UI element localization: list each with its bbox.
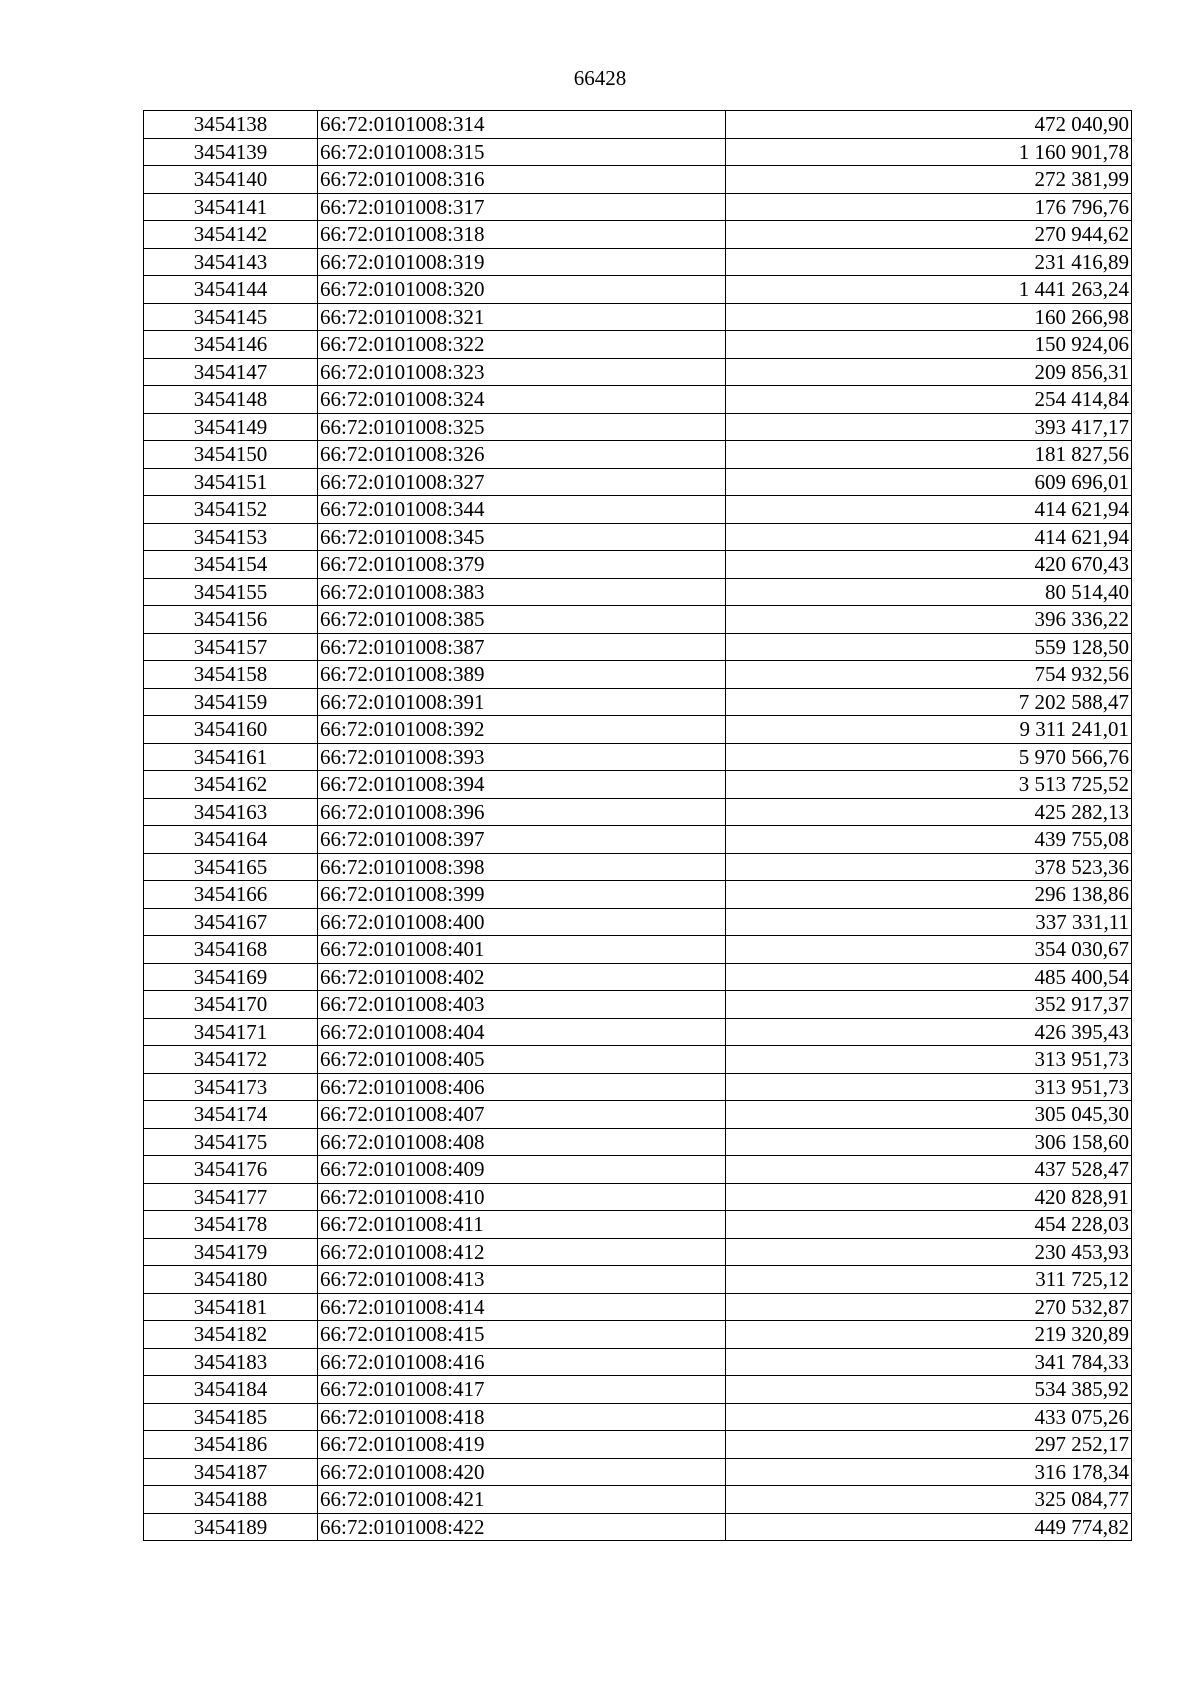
row-id-cell: 3454148: [144, 386, 318, 414]
value-cell: 352 917,37: [726, 991, 1132, 1019]
table-row: [144, 1156, 1132, 1184]
table-row: [144, 578, 1132, 606]
value-cell: 3 513 725,52: [726, 771, 1132, 799]
value-cell: 160 266,98: [726, 303, 1132, 331]
row-id-cell: 3454154: [144, 551, 318, 579]
cadastral-number-cell: 66:72:0101008:326: [318, 441, 726, 469]
table-row: [144, 991, 1132, 1019]
table-row: [144, 468, 1132, 496]
value-cell: 437 528,47: [726, 1156, 1132, 1184]
cadastral-number-cell: 66:72:0101008:320: [318, 276, 726, 304]
table-row: [144, 248, 1132, 276]
row-id-cell: 3454155: [144, 578, 318, 606]
cadastral-number-cell: 66:72:0101008:411: [318, 1211, 726, 1239]
row-id-cell: 3454175: [144, 1128, 318, 1156]
row-id-cell: 3454185: [144, 1403, 318, 1431]
value-cell: 181 827,56: [726, 441, 1132, 469]
table-row: [144, 1293, 1132, 1321]
table-row: [144, 413, 1132, 441]
value-cell: 609 696,01: [726, 468, 1132, 496]
table-row: [144, 798, 1132, 826]
row-id-cell: 3454177: [144, 1183, 318, 1211]
row-id-cell: 3454163: [144, 798, 318, 826]
table-row: [144, 358, 1132, 386]
row-id-cell: 3454186: [144, 1431, 318, 1459]
value-cell: 420 828,91: [726, 1183, 1132, 1211]
row-id-cell: 3454143: [144, 248, 318, 276]
value-cell: 305 045,30: [726, 1101, 1132, 1129]
table-row: [144, 1431, 1132, 1459]
value-cell: 254 414,84: [726, 386, 1132, 414]
value-cell: 454 228,03: [726, 1211, 1132, 1239]
table-row: [144, 1018, 1132, 1046]
table-row: [144, 1513, 1132, 1541]
row-id-cell: 3454152: [144, 496, 318, 524]
cadastral-number-cell: 66:72:0101008:418: [318, 1403, 726, 1431]
value-cell: 754 932,56: [726, 661, 1132, 689]
cadastral-number-cell: 66:72:0101008:394: [318, 771, 726, 799]
value-cell: 449 774,82: [726, 1513, 1132, 1541]
table-row: [144, 1486, 1132, 1514]
row-id-cell: 3454168: [144, 936, 318, 964]
value-cell: 414 621,94: [726, 496, 1132, 524]
cadastral-number-cell: 66:72:0101008:327: [318, 468, 726, 496]
table-row: [144, 1128, 1132, 1156]
table-row: [144, 496, 1132, 524]
table-row: [144, 111, 1132, 139]
row-id-cell: 3454187: [144, 1458, 318, 1486]
cadastral-number-cell: 66:72:0101008:389: [318, 661, 726, 689]
cadastral-number-cell: 66:72:0101008:410: [318, 1183, 726, 1211]
cadastral-number-cell: 66:72:0101008:396: [318, 798, 726, 826]
row-id-cell: 3454184: [144, 1376, 318, 1404]
row-id-cell: 3454178: [144, 1211, 318, 1239]
row-id-cell: 3454188: [144, 1486, 318, 1514]
value-cell: 297 252,17: [726, 1431, 1132, 1459]
value-cell: 414 621,94: [726, 523, 1132, 551]
table-row: [144, 1101, 1132, 1129]
row-id-cell: 3454171: [144, 1018, 318, 1046]
table-row: [144, 1321, 1132, 1349]
cadastral-number-cell: 66:72:0101008:393: [318, 743, 726, 771]
value-cell: 270 944,62: [726, 221, 1132, 249]
table-body: [144, 111, 1132, 1541]
row-id-cell: 3454140: [144, 166, 318, 194]
table-row: [144, 606, 1132, 634]
value-cell: 209 856,31: [726, 358, 1132, 386]
row-id-cell: 3454179: [144, 1238, 318, 1266]
table-row: [144, 633, 1132, 661]
table-row: [144, 1073, 1132, 1101]
table-row: [144, 826, 1132, 854]
row-id-cell: 3454166: [144, 881, 318, 909]
cadastral-number-cell: 66:72:0101008:383: [318, 578, 726, 606]
row-id-cell: 3454156: [144, 606, 318, 634]
cadastral-number-cell: 66:72:0101008:401: [318, 936, 726, 964]
table-row: [144, 1376, 1132, 1404]
table-row: [144, 1348, 1132, 1376]
row-id-cell: 3454167: [144, 908, 318, 936]
value-cell: 425 282,13: [726, 798, 1132, 826]
value-cell: 393 417,17: [726, 413, 1132, 441]
row-id-cell: 3454181: [144, 1293, 318, 1321]
table-row: [144, 303, 1132, 331]
cadastral-value-table: [143, 110, 1132, 1541]
row-id-cell: 3454176: [144, 1156, 318, 1184]
value-cell: 534 385,92: [726, 1376, 1132, 1404]
row-id-cell: 3454142: [144, 221, 318, 249]
value-cell: 559 128,50: [726, 633, 1132, 661]
cadastral-number-cell: 66:72:0101008:422: [318, 1513, 726, 1541]
cadastral-number-cell: 66:72:0101008:414: [318, 1293, 726, 1321]
table-row: [144, 881, 1132, 909]
row-id-cell: 3454153: [144, 523, 318, 551]
row-id-cell: 3454139: [144, 138, 318, 166]
row-id-cell: 3454170: [144, 991, 318, 1019]
value-cell: 1 441 263,24: [726, 276, 1132, 304]
value-cell: 270 532,87: [726, 1293, 1132, 1321]
value-cell: 230 453,93: [726, 1238, 1132, 1266]
row-id-cell: 3454174: [144, 1101, 318, 1129]
table-row: [144, 716, 1132, 744]
row-id-cell: 3454189: [144, 1513, 318, 1541]
cadastral-number-cell: 66:72:0101008:419: [318, 1431, 726, 1459]
value-cell: 150 924,06: [726, 331, 1132, 359]
cadastral-number-cell: 66:72:0101008:391: [318, 688, 726, 716]
row-id-cell: 3454182: [144, 1321, 318, 1349]
row-id-cell: 3454180: [144, 1266, 318, 1294]
cadastral-number-cell: 66:72:0101008:315: [318, 138, 726, 166]
cadastral-number-cell: 66:72:0101008:406: [318, 1073, 726, 1101]
row-id-cell: 3454147: [144, 358, 318, 386]
row-id-cell: 3454169: [144, 963, 318, 991]
table-row: [144, 1458, 1132, 1486]
cadastral-number-cell: 66:72:0101008:387: [318, 633, 726, 661]
table-row: [144, 936, 1132, 964]
cadastral-number-cell: 66:72:0101008:403: [318, 991, 726, 1019]
row-id-cell: 3454183: [144, 1348, 318, 1376]
cadastral-number-cell: 66:72:0101008:314: [318, 111, 726, 139]
value-cell: 5 970 566,76: [726, 743, 1132, 771]
table-row: [144, 1183, 1132, 1211]
value-cell: 472 040,90: [726, 111, 1132, 139]
row-id-cell: 3454162: [144, 771, 318, 799]
cadastral-number-cell: 66:72:0101008:415: [318, 1321, 726, 1349]
cadastral-number-cell: 66:72:0101008:317: [318, 193, 726, 221]
cadastral-number-cell: 66:72:0101008:344: [318, 496, 726, 524]
value-cell: 378 523,36: [726, 853, 1132, 881]
row-id-cell: 3454138: [144, 111, 318, 139]
row-id-cell: 3454173: [144, 1073, 318, 1101]
table-row: [144, 1403, 1132, 1431]
value-cell: 311 725,12: [726, 1266, 1132, 1294]
row-id-cell: 3454150: [144, 441, 318, 469]
value-cell: 354 030,67: [726, 936, 1132, 964]
table-row: [144, 523, 1132, 551]
value-cell: 341 784,33: [726, 1348, 1132, 1376]
row-id-cell: 3454159: [144, 688, 318, 716]
row-id-cell: 3454146: [144, 331, 318, 359]
table-row: [144, 963, 1132, 991]
value-cell: 1 160 901,78: [726, 138, 1132, 166]
cadastral-number-cell: 66:72:0101008:345: [318, 523, 726, 551]
cadastral-number-cell: 66:72:0101008:399: [318, 881, 726, 909]
table-row: [144, 771, 1132, 799]
page-number: 66428: [573, 66, 627, 90]
cadastral-number-cell: 66:72:0101008:404: [318, 1018, 726, 1046]
row-id-cell: 3454157: [144, 633, 318, 661]
row-id-cell: 3454165: [144, 853, 318, 881]
row-id-cell: 3454141: [144, 193, 318, 221]
value-cell: 396 336,22: [726, 606, 1132, 634]
cadastral-number-cell: 66:72:0101008:405: [318, 1046, 726, 1074]
row-id-cell: 3454172: [144, 1046, 318, 1074]
value-cell: 433 075,26: [726, 1403, 1132, 1431]
cadastral-number-cell: 66:72:0101008:408: [318, 1128, 726, 1156]
cadastral-number-cell: 66:72:0101008:416: [318, 1348, 726, 1376]
table-row: [144, 1238, 1132, 1266]
row-id-cell: 3454145: [144, 303, 318, 331]
value-cell: 420 670,43: [726, 551, 1132, 579]
table-row: [144, 688, 1132, 716]
table-row: [144, 386, 1132, 414]
cadastral-number-cell: 66:72:0101008:385: [318, 606, 726, 634]
row-id-cell: 3454164: [144, 826, 318, 854]
table-row: [144, 441, 1132, 469]
value-cell: 426 395,43: [726, 1018, 1132, 1046]
cadastral-number-cell: 66:72:0101008:392: [318, 716, 726, 744]
value-cell: 80 514,40: [726, 578, 1132, 606]
row-id-cell: 3454161: [144, 743, 318, 771]
value-cell: 439 755,08: [726, 826, 1132, 854]
cadastral-number-cell: 66:72:0101008:420: [318, 1458, 726, 1486]
value-cell: 306 158,60: [726, 1128, 1132, 1156]
value-cell: 337 331,11: [726, 908, 1132, 936]
cadastral-number-cell: 66:72:0101008:379: [318, 551, 726, 579]
cadastral-number-cell: 66:72:0101008:398: [318, 853, 726, 881]
table-row: [144, 138, 1132, 166]
cadastral-number-cell: 66:72:0101008:325: [318, 413, 726, 441]
table-row: [144, 661, 1132, 689]
row-id-cell: 3454160: [144, 716, 318, 744]
table-row: [144, 1046, 1132, 1074]
value-cell: 9 311 241,01: [726, 716, 1132, 744]
table-row: [144, 193, 1132, 221]
value-cell: 313 951,73: [726, 1046, 1132, 1074]
value-cell: 176 796,76: [726, 193, 1132, 221]
value-cell: 231 416,89: [726, 248, 1132, 276]
table-row: [144, 276, 1132, 304]
table-row: [144, 743, 1132, 771]
table-row: [144, 221, 1132, 249]
cadastral-number-cell: 66:72:0101008:407: [318, 1101, 726, 1129]
cadastral-number-cell: 66:72:0101008:321: [318, 303, 726, 331]
row-id-cell: 3454158: [144, 661, 318, 689]
value-cell: 316 178,34: [726, 1458, 1132, 1486]
cadastral-number-cell: 66:72:0101008:323: [318, 358, 726, 386]
row-id-cell: 3454149: [144, 413, 318, 441]
table-row: [144, 551, 1132, 579]
cadastral-number-cell: 66:72:0101008:316: [318, 166, 726, 194]
cadastral-number-cell: 66:72:0101008:402: [318, 963, 726, 991]
value-cell: 219 320,89: [726, 1321, 1132, 1349]
table-row: [144, 1266, 1132, 1294]
table-row: [144, 853, 1132, 881]
cadastral-number-cell: 66:72:0101008:417: [318, 1376, 726, 1404]
cadastral-number-cell: 66:72:0101008:318: [318, 221, 726, 249]
value-cell: 485 400,54: [726, 963, 1132, 991]
cadastral-number-cell: 66:72:0101008:397: [318, 826, 726, 854]
table-row: [144, 166, 1132, 194]
table-row: [144, 908, 1132, 936]
value-cell: 296 138,86: [726, 881, 1132, 909]
value-cell: 7 202 588,47: [726, 688, 1132, 716]
cadastral-number-cell: 66:72:0101008:413: [318, 1266, 726, 1294]
table-row: [144, 331, 1132, 359]
cadastral-number-cell: 66:72:0101008:322: [318, 331, 726, 359]
cadastral-number-cell: 66:72:0101008:421: [318, 1486, 726, 1514]
table-row: [144, 1211, 1132, 1239]
row-id-cell: 3454144: [144, 276, 318, 304]
value-cell: 272 381,99: [726, 166, 1132, 194]
cadastral-number-cell: 66:72:0101008:412: [318, 1238, 726, 1266]
value-cell: 313 951,73: [726, 1073, 1132, 1101]
cadastral-number-cell: 66:72:0101008:409: [318, 1156, 726, 1184]
value-cell: 325 084,77: [726, 1486, 1132, 1514]
cadastral-number-cell: 66:72:0101008:400: [318, 908, 726, 936]
cadastral-number-cell: 66:72:0101008:319: [318, 248, 726, 276]
cadastral-number-cell: 66:72:0101008:324: [318, 386, 726, 414]
row-id-cell: 3454151: [144, 468, 318, 496]
